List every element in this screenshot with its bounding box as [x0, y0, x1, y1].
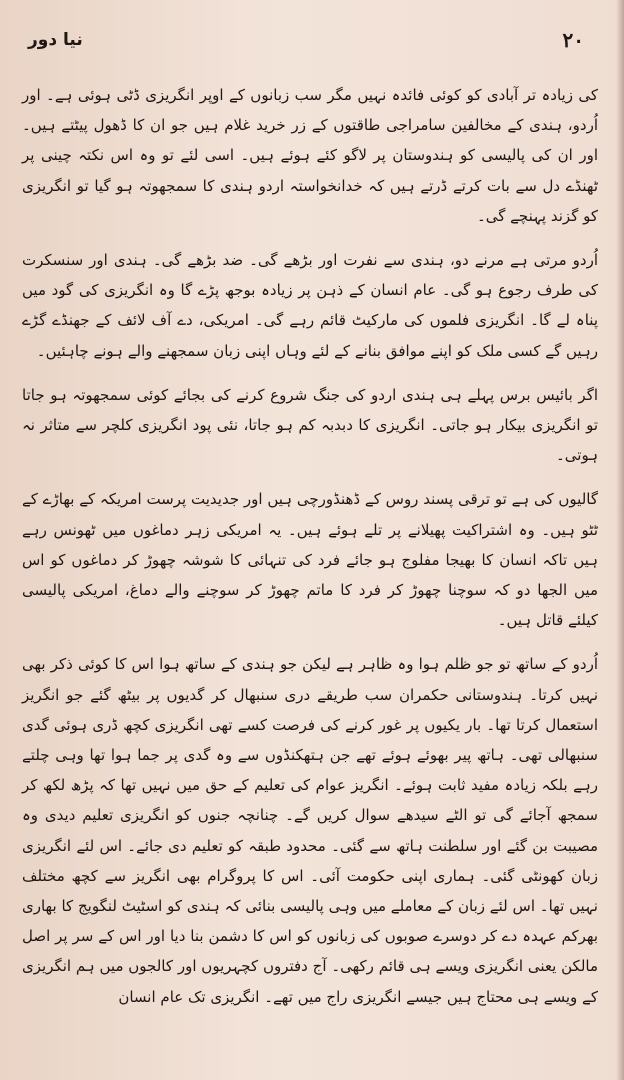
page-number: ۲۰	[562, 28, 584, 52]
paragraph: کی زیادہ تر آبادی کو کوئی فائدہ نہیں مگر سب زبانوں کے اوپر انگریزی ڈٹی ہوئی ہے۔ اور اُردو، ہندی کے مخالفین سامراجی طاقتوں کے زر خرید غلام ہیں جو ان کا ڈھول پیٹتے ہیں۔ اور ان کی پالیسی کو ہندوستان پر لاگو کئے ہوئے ہیں۔ اسی لئے تو وہ اس نکتہ چینی پر ٹھنڈے دل سے بات کرتے ڈرتے ہیں کہ خدانخواستہ اردو ہندی کا سمجھوتہ ہو گیا تو انگریزی کو گزند پہنچے گی۔	[22, 86, 598, 225]
journal-name: نیا دور	[28, 30, 83, 50]
page-header	[28, 28, 584, 68]
paragraph: اُردو کے ساتھ تو جو ظلم ہوا وہ ظاہر ہے لیکن جو ہندی کے ساتھ ہوا اس کا کوئی ذکر بھی نہیں کرتا۔ ہندوستانی حکمران سب طریقے دری سنبھال کر گدیوں پر بیٹھ گئے جو انگریز استعمال کرتا تھا۔ بار یکیوں پر غور کرنے کی فرصت کسے تھی انگریزی کچھ ڈری ہوئی گدی سنبھالی تھی۔ ہاتھ پیر بھوئے ہوئے تھے جن ہتھکنڈوں سے وہ گدی پر جما ہوا تھا وہی چلتے رہے بلکہ زیادہ مفید ثابت ہوئے۔ انگریز عوام کی تعلیم کے حق میں نہیں تھا کہ پڑھ لکھ کر سمجھ آجائے گی تو الٹے سیدھے سوال کریں گے۔ چنانچہ جنوں کو انگریزی تعلیم دیدی وہ مصیبت بن گئے اور سلطنت ہاتھ سے گئی۔ محدود طبقہ کو تعلیم دی جائے۔ اس لئے انگریزی زبان کھونٹی گئی۔ ہماری اپنی حکومت آئی۔ اس کا پروگرام بھی انگریز سے کچھ مختلف نہیں تھا۔ اس لئے زبان کے معاملے میں وہی پالیسی بنائی کہ ہندی کو اسٹیٹ لنگویج کا بھاری بھرکم عہدہ دے کر دوسرے صوبوں کی زبانوں کو اس کا دشمن بنا دیا اور اس کے سر پر اصل مالکن یعنی انگریزی ویسے ہی قائم رکھی۔ آج دفتروں کچہریوں اور کالجوں میں ہم انگریزی کے ویسے ہی محتاج ہیں جیسے انگریزی راج میں تھے۔ انگریزی تک عام انسان	[22, 655, 598, 1006]
page-spine-shadow	[616, 0, 624, 1080]
paragraph: اگر بائیس برس پہلے ہی ہندی اردو کی جنگ شروع کرنے کی بجائے کوئی سمجھوتہ ہو جاتا تو انگریزی بیکار ہو جاتی۔ انگریزی کا دبدبہ کم ہو جاتا، نئی پود انگریزی کلچر سے متاثر نہ ہوتی۔	[22, 385, 598, 465]
paragraph: اُردو مرتی ہے مرنے دو، ہندی سے نفرت اور بڑھے گی۔ ضد بڑھے گی۔ ہندی اور سنسکرت کی طرف رجوع ہو گی۔ عام انسان کے ذہن پر زیادہ بوجھ پڑے گا وہ انگریزی کی گود میں پناہ لے گا۔ انگریزی فلموں کی مارکیٹ قائم رہے گی۔ امریکی، دے آف لائف کے جھنڈے گڑے رہیں گے کسی ملک کو اپنے موافق بنانے کے لئے وہاں اپنی زبان سمجھنے والے ہونے چاہئیں۔	[22, 251, 598, 360]
article-body	[22, 80, 598, 1060]
paragraph: گالیوں کی ہے تو ترقی پسند روس کے ڈھنڈورچی ہیں اور جدیدیت پرست امریکہ کے بھاڑے کے ٹٹو ہیں۔ وہ اشتراکیت پھیلانے پر تلے ہوئے ہیں۔ یہ امریکی زہر دماغوں میں ٹھونس رہے ہیں تاکہ انسان کا بھیجا مفلوج ہو جائے فرد کی تنہائی کا شوشہ چھوڑ کر دماغوں کو اس میں الجھا دو کہ سوچنا چھوڑ کر فرد کا ماتم چھوڑ کر سوچنے والے دماغ، امریکی پالیسی کیلئے قاتل ہیں۔	[22, 490, 598, 630]
